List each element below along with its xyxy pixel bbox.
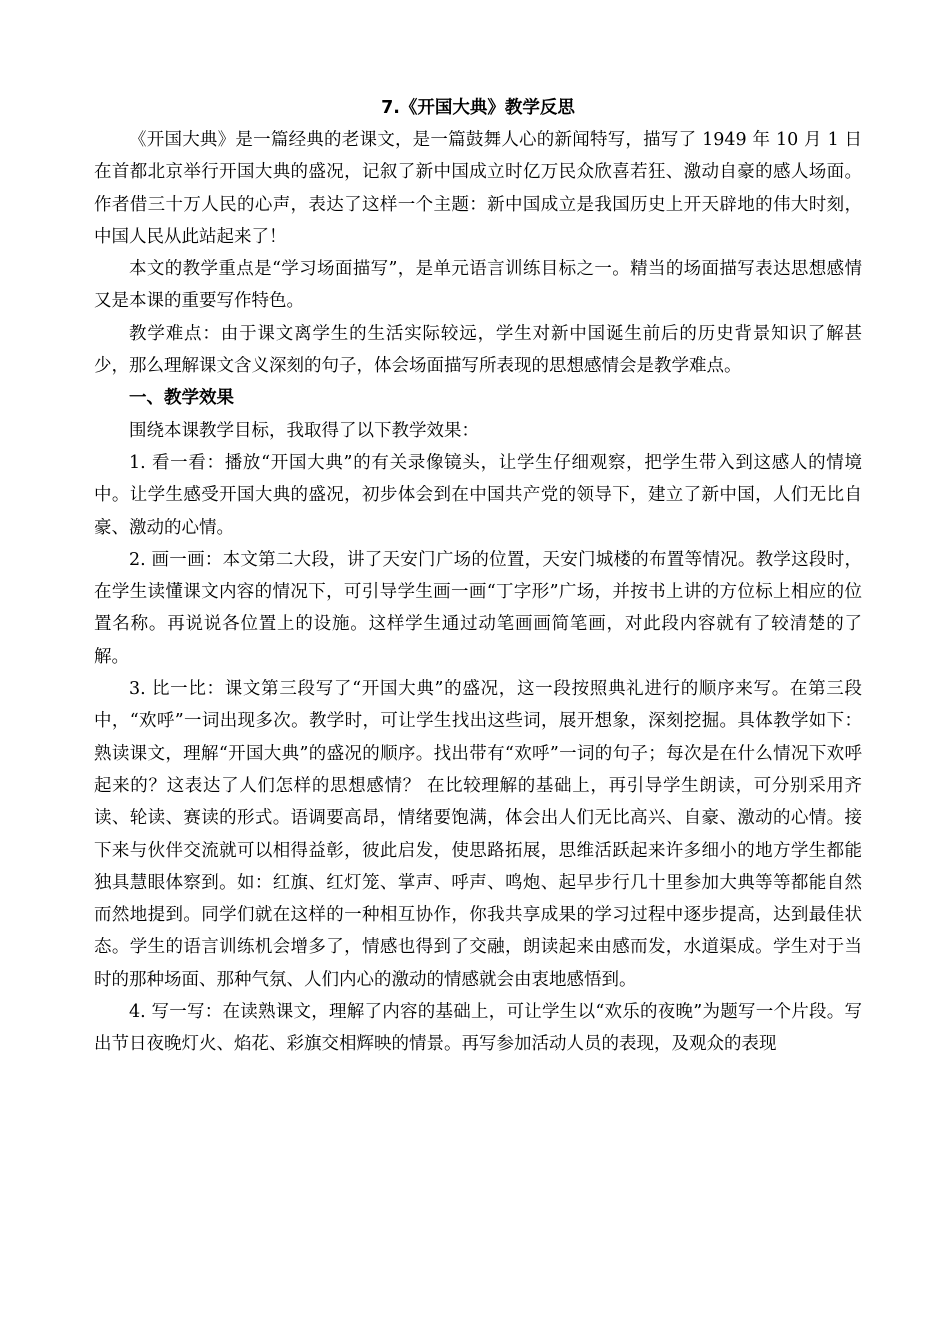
list-item-draw: 2. 画一画：本文第二大段，讲了天安门广场的位置，天安门城楼的布置等情况。教学这段时，在学生读懂课文内容的情况下，可引导学生画一画“丁字形”广场，并按书上讲的方位标上相应的位置名称。再说说各位置上的设施。这样学生通过动笔画画简笔画，对此段内容就有了较清楚的了解。	[94, 549, 862, 667]
document-page	[94, 92, 862, 1061]
intro-paragraph: 《开国大典》是一篇经典的老课文，是一篇鼓舞人心的新闻特写，描写了 1949 年 10 月 1 日在首都北京举行开国大典的盛况，记叙了新中国成立时亿万民众欣喜若狂、激动自豪的感人场面。作者借三十万人民的心声，表达了这样一个主题：新中国成立是我国历史上开天辟地的伟大时刻，中国人民从此站起来了！	[94, 130, 862, 247]
list-item-write: 4. 写一写：在读熟课文，理解了内容的基础上，可让学生以“欢乐的夜晚”为题写一个片段。写出节日夜晚灯火、焰花、彩旗交相辉映的情景。再写参加活动人员的表现，及观众的表现	[94, 1002, 862, 1055]
section-intro-paragraph: 围绕本课教学目标，我取得了以下教学效果：	[129, 420, 479, 441]
teaching-focus-paragraph: 本文的教学重点是“学习场面描写”，是单元语言训练目标之一。精当的场面描写表达思想感情又是本课的重要写作特色。	[94, 259, 862, 312]
list-item-look: 1. 看一看：播放“开国大典”的有关录像镜头，让学生仔细观察，把学生带入到这感人的情境中。让学生感受开国大典的盛况，初步体会到在中国共产党的领导下，建立了新中国，人们无比自豪、激动的心情。	[94, 452, 862, 538]
list-item-compare: 3. 比一比：课文第三段写了“开国大典”的盛况，这一段按照典礼进行的顺序来写。在第三段中，“欢呼”一词出现多次。教学时，可让学生找出这些词，展开想象，深刻挖掘。具体教学如下：熟读课文，理解“开国大典”的盛况的顺序。找出带有“欢呼”一词的句子；每次是在什么情况下欢呼起来的？这表达了人们怎样的思想感情？ 在比较理解的基础上，再引导学生朗读，可分别采用齐读、轮读、赛读的形式。语调要高昂，情绪要饱满，体会出人们无比高兴、自豪、激动的心情。接下来与伙伴交流就可以相得益彰，彼此启发，使思路拓展，思维活跃起来许多细小的地方学生都能独具慧眼体察到。如：红旗、红灯笼、掌声、呼声、鸣炮、起早步行几十里参加大典等等都能自然而然地提到。同学们就在这样的一种相互协作，你我共享成果的学习过程中逐步提高，达到最佳状态。学生的语言训练机会增多了，情感也得到了交融，朗读起来由感而发，水道渠成。学生对于当时的那种场面、那种气氛、人们内心的激动的情感就会由衷地感悟到。	[94, 679, 862, 990]
document-title: 7.《开国大典》教学反思	[381, 98, 575, 118]
teaching-difficulty-paragraph: 教学难点：由于课文离学生的生活实际较远，学生对新中国诞生前后的历史背景知识了解甚少，那么理解课文含义深刻的句子，体会场面描写所表现的思想感情会是教学难点。	[94, 323, 862, 377]
section-heading-teaching-effect: 一、教学效果	[129, 388, 234, 409]
